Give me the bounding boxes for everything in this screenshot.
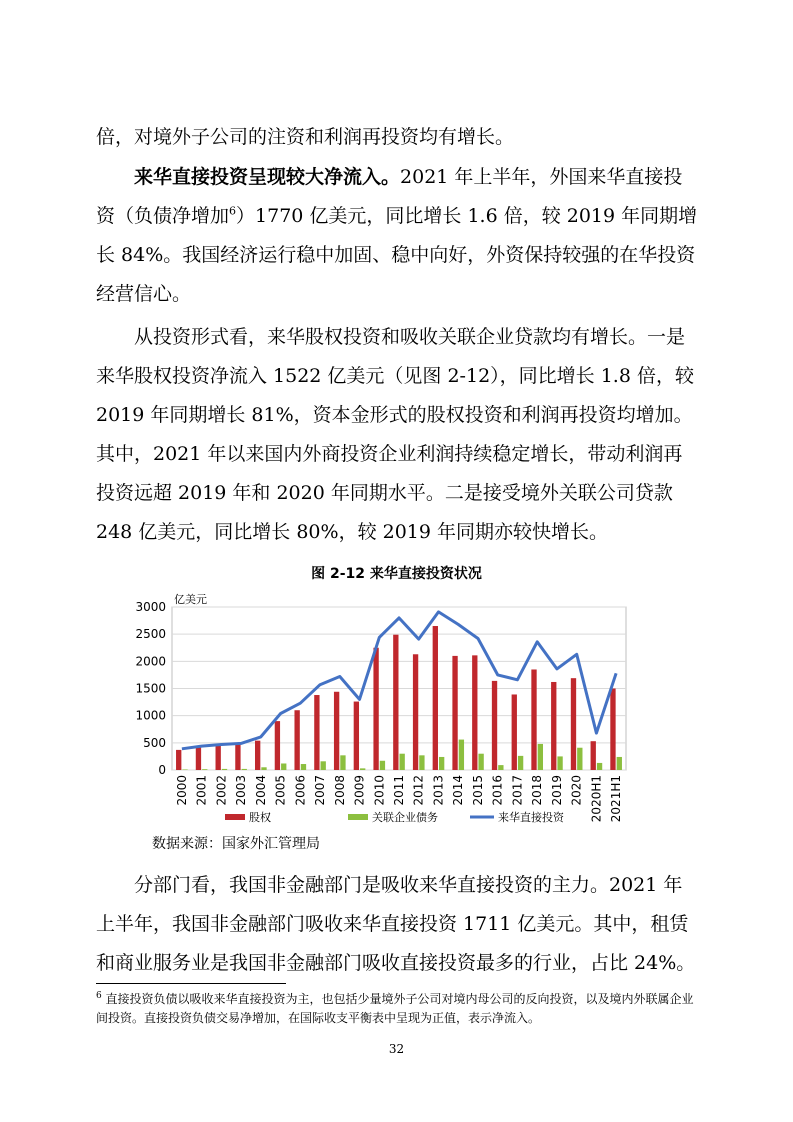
equity-bar (531, 669, 536, 770)
x-tick-label: 2009 (352, 775, 367, 806)
paragraph-text: 分部门看，我国非金融部门是吸收来华直接投资的主力。2021 年上半年，我国非金融部门吸收来华直接投资 1711 亿美元。其中，租赁和商业服务业是我国非金融部门吸收直接投资最多的行业，占比 24%。 (96, 874, 696, 974)
x-tick-label: 2011 (392, 775, 406, 806)
affiliate-debt-bar (281, 763, 286, 770)
affiliate-debt-bar (301, 764, 306, 770)
x-tick-label: 2008 (332, 775, 347, 806)
page-number: 32 (388, 1042, 405, 1056)
paragraph-text: 倍，对境外子公司的注资和利润再投资均有增长。 (96, 126, 515, 148)
paragraph-sector (96, 866, 698, 983)
legend-swatch (225, 814, 245, 820)
x-tick-label: 2021H1 (609, 775, 624, 823)
x-tick-label: 2017 (510, 775, 525, 806)
footnote (96, 990, 698, 1028)
affiliate-debt-bar (439, 757, 444, 770)
x-tick-label: 2018 (530, 775, 545, 806)
affiliate-debt-bar (380, 761, 385, 770)
equity-bar (314, 695, 319, 770)
equity-bar (216, 745, 221, 770)
affiliate-debt-bar (498, 765, 503, 770)
equity-bar (235, 743, 240, 770)
y-tick-label: 1000 (135, 708, 166, 723)
y-axis-unit: 亿美元 (174, 593, 207, 606)
affiliate-debt-bar (617, 757, 622, 770)
affiliate-debt-bar (538, 744, 543, 770)
affiliate-debt-bar (360, 768, 365, 770)
equity-bar (551, 682, 556, 770)
equity-bar (196, 747, 201, 770)
equity-bar (512, 694, 517, 770)
y-tick-label: 0 (158, 763, 166, 777)
y-tick-label: 500 (143, 735, 166, 750)
affiliate-debt-bar (222, 769, 227, 770)
affiliate-debt-bar (577, 748, 582, 770)
affiliate-debt-bar (459, 740, 464, 770)
equity-bar (610, 689, 615, 771)
affiliate-debt-bar (597, 763, 602, 770)
data-source: 数据来源：国家外汇管理局 (152, 836, 320, 852)
paragraph-text: ）1770 亿美元，同比增长 1.6 倍，较 2019 年同期增长 84%。我国经济运行稳中加固、稳中向好，外资保持较强的在华投资经营信心。 (96, 205, 698, 305)
legend-label: 股权 (249, 811, 271, 824)
equity-bar (591, 741, 596, 770)
affiliate-debt-bar (242, 769, 247, 770)
equity-bar (373, 648, 378, 770)
equity-bar (255, 741, 260, 770)
affiliate-debt-bar (518, 756, 523, 770)
fdi-chart (120, 590, 640, 835)
equity-bar (492, 681, 497, 770)
x-tick-label: 2010 (372, 775, 387, 806)
x-tick-label: 2005 (273, 775, 288, 806)
affiliate-debt-bar (340, 755, 345, 770)
x-tick-label: 2006 (293, 775, 308, 806)
paragraph-fdi-inflow (96, 158, 698, 314)
x-tick-label: 2015 (470, 775, 485, 806)
affiliate-debt-bar (321, 761, 326, 770)
figure-caption: 图 2-12 来华直接投资状况 (311, 566, 482, 582)
x-tick-label: 2020H1 (589, 775, 604, 823)
legend-label: 关联企业债务 (372, 811, 438, 824)
x-tick-label: 2000 (174, 775, 189, 806)
equity-bar (294, 710, 299, 770)
affiliate-debt-bar (478, 754, 483, 770)
x-tick-label: 2020 (569, 775, 584, 806)
x-tick-label: 2001 (194, 775, 209, 806)
y-tick-label: 3000 (135, 600, 166, 614)
equity-bar (334, 692, 339, 770)
equity-bar (452, 656, 457, 770)
y-tick-label: 1500 (135, 681, 166, 696)
footnote-marker[interactable]: 6 (229, 204, 237, 218)
x-tick-label: 2014 (451, 775, 466, 806)
x-tick-label: 2003 (234, 775, 249, 806)
equity-bar (472, 655, 477, 770)
paragraph-text: 2021 年上半年，外国来华直接投资（负债净增加 (96, 166, 683, 227)
x-tick-label: 2007 (313, 775, 328, 806)
equity-bar (354, 702, 359, 770)
paragraph-text: 从投资形式看，来华股权投资和吸收关联企业贷款均有增长。一是来华股权投资净流入 1522 亿美元（见图 2-12），同比增长 1.8 倍，较 2019 年同期增长 81%，资本金形式的股权投资和利润再投资均增加。其中，2021 年以来国内外商投资企业利润持续稳定增长，带动利润再投资远超 2019 年和 2020 年同期水平。二是接受境外关联公司贷款 248 亿美元，同比增长 80%，较 2019 年同期亦较快增长。 (96, 326, 694, 543)
x-tick-label: 2019 (549, 775, 564, 806)
legend-swatch (348, 814, 368, 820)
paragraph-investment-form (96, 318, 698, 552)
x-tick-label: 2013 (431, 775, 446, 806)
legend-label: 来华直接投资 (498, 811, 564, 824)
x-tick-label: 2012 (411, 775, 426, 806)
equity-bar (413, 654, 418, 770)
affiliate-debt-bar (202, 769, 207, 770)
affiliate-debt-bar (557, 756, 562, 770)
x-tick-label: 2002 (214, 775, 229, 806)
y-tick-label: 2000 (135, 654, 166, 669)
footnote-number: 6 (96, 991, 102, 1001)
paragraph-intro-end (96, 118, 698, 157)
affiliate-debt-bar (419, 755, 424, 770)
x-tick-label: 2004 (253, 775, 268, 806)
affiliate-debt-bar (182, 769, 187, 770)
affiliate-debt-bar (400, 754, 405, 770)
bold-heading: 来华直接投资呈现较大净流入。 (134, 166, 401, 188)
y-tick-label: 2500 (135, 627, 166, 642)
footnote-text: 直接投资负债以吸收来华直接投资为主，也包括少量境外子公司对境内母公司的反向投资，以及境内外联属企业间投资。直接投资负债交易净增加，在国际收支平衡表中呈现为正值，表示净流入。 (96, 992, 694, 1025)
equity-bar (275, 721, 280, 770)
affiliate-debt-bar (261, 767, 266, 770)
equity-bar (393, 635, 398, 770)
equity-bar (176, 750, 181, 770)
x-tick-label: 2016 (490, 775, 505, 806)
equity-bar (571, 678, 576, 770)
equity-bar (433, 626, 438, 770)
footnote-divider (96, 983, 286, 984)
